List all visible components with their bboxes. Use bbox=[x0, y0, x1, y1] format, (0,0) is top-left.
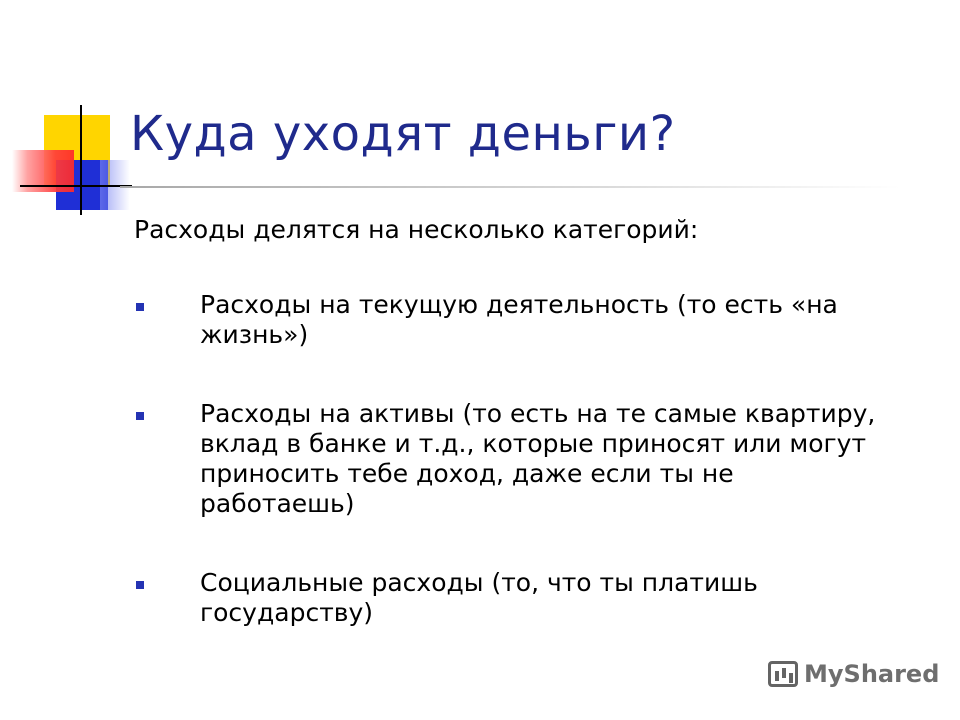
list-item-text: Расходы на текущую деятельность (то есть «на жизнь») bbox=[200, 290, 838, 349]
decorative-vertical-line bbox=[80, 105, 82, 215]
list-item bbox=[134, 399, 894, 519]
slide-title: Куда уходят деньги? bbox=[130, 106, 676, 162]
list-item bbox=[134, 568, 894, 628]
watermark[interactable] bbox=[768, 656, 939, 692]
presentation-chart-icon bbox=[768, 661, 798, 687]
list-item-text: Социальные расходы (то, что ты платишь государству) bbox=[200, 568, 758, 627]
decorative-horizontal-line bbox=[20, 185, 132, 187]
square-bullet-icon bbox=[136, 412, 144, 420]
square-bullet-icon bbox=[136, 303, 144, 311]
list-item-text: Расходы на активы (то есть на те самые квартиру, вклад в банке и т.д., которые приносят или могут приносить тебе доход, даже если ты не работаешь) bbox=[200, 399, 876, 518]
square-bullet-icon bbox=[136, 581, 144, 589]
list-item bbox=[134, 290, 894, 350]
watermark-text: MyShared bbox=[804, 660, 940, 688]
title-underline bbox=[120, 186, 900, 188]
intro-text: Расходы делятся на несколько категорий: bbox=[134, 215, 699, 244]
